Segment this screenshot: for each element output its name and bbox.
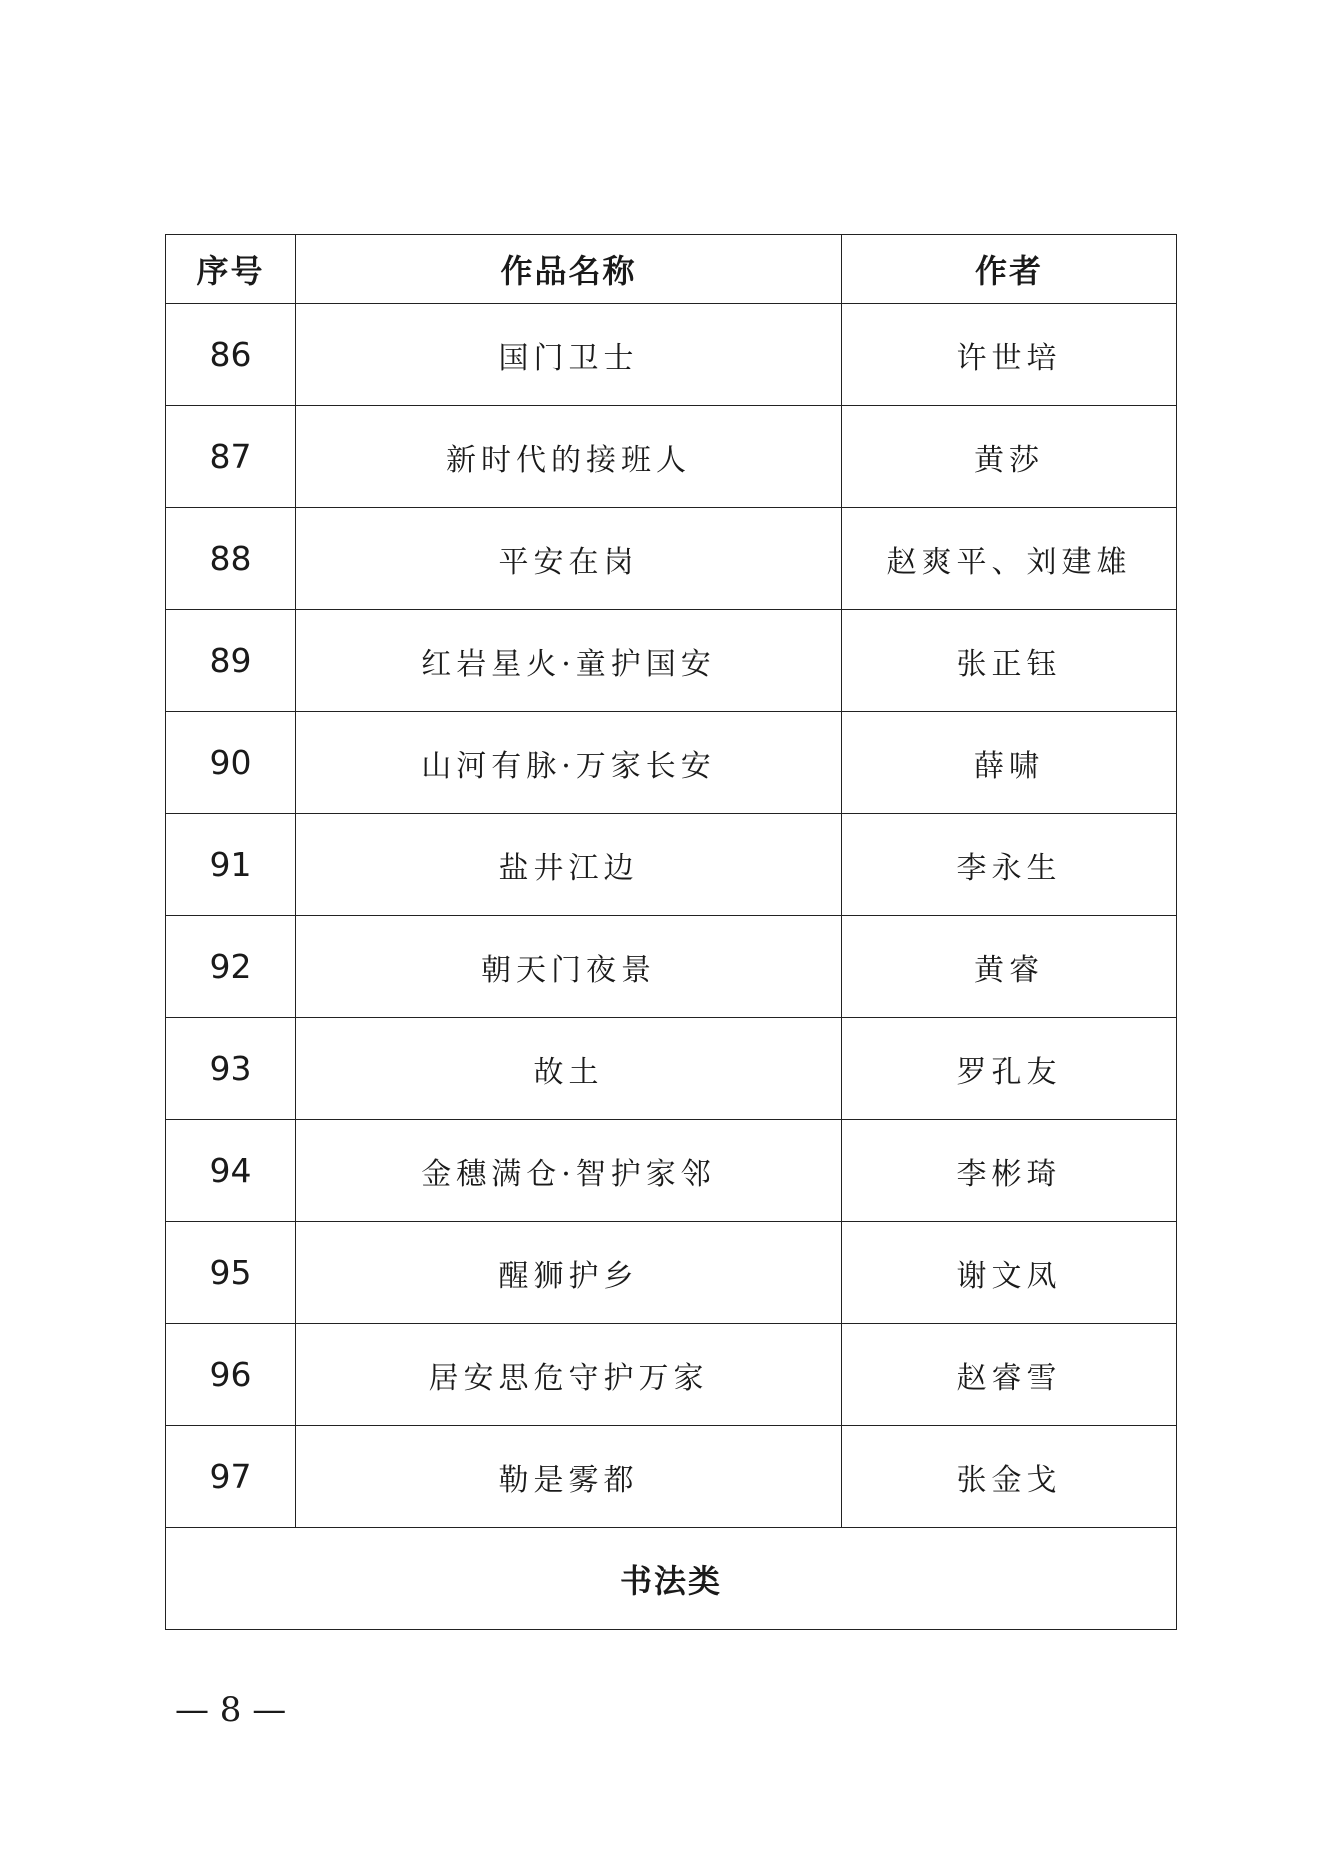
table-header-row (166, 235, 1177, 304)
row-seq: 97 (166, 1426, 296, 1528)
row-seq: 92 (166, 916, 296, 1018)
header-author: 作者 (842, 235, 1177, 304)
row-seq: 86 (166, 304, 296, 406)
row-author: 许世培 (842, 304, 1177, 406)
row-seq: 90 (166, 712, 296, 814)
row-title: 金穗满仓·智护家邻 (296, 1120, 842, 1222)
row-author: 赵爽平、刘建雄 (842, 508, 1177, 610)
row-seq: 88 (166, 508, 296, 610)
row-author: 张正钰 (842, 610, 1177, 712)
table-row (166, 916, 1177, 1018)
table-row (166, 406, 1177, 508)
row-title: 故土 (296, 1018, 842, 1120)
row-title: 新时代的接班人 (296, 406, 842, 508)
section-heading: 书法类 (166, 1528, 1177, 1630)
row-seq: 96 (166, 1324, 296, 1426)
section-heading-row (166, 1528, 1177, 1630)
row-title: 国门卫士 (296, 304, 842, 406)
row-title: 醒狮护乡 (296, 1222, 842, 1324)
row-seq: 95 (166, 1222, 296, 1324)
table-row (166, 814, 1177, 916)
row-author: 李彬琦 (842, 1120, 1177, 1222)
row-author: 李永生 (842, 814, 1177, 916)
row-author: 薛啸 (842, 712, 1177, 814)
row-title: 居安思危守护万家 (296, 1324, 842, 1426)
page-number: — 8 — (175, 1690, 287, 1730)
row-title: 红岩星火·童护国安 (296, 610, 842, 712)
header-seq: 序号 (166, 235, 296, 304)
row-title: 平安在岗 (296, 508, 842, 610)
table-row (166, 508, 1177, 610)
row-author: 罗孔友 (842, 1018, 1177, 1120)
row-seq: 89 (166, 610, 296, 712)
row-seq: 91 (166, 814, 296, 916)
row-title: 盐井江边 (296, 814, 842, 916)
table-row (166, 1018, 1177, 1120)
row-title: 勒是雾都 (296, 1426, 842, 1528)
row-author: 谢文凤 (842, 1222, 1177, 1324)
works-table (165, 234, 1177, 1630)
row-seq: 87 (166, 406, 296, 508)
table-row (166, 610, 1177, 712)
table-row (166, 1426, 1177, 1528)
row-author: 黄睿 (842, 916, 1177, 1018)
header-title: 作品名称 (296, 235, 842, 304)
row-author: 黄莎 (842, 406, 1177, 508)
row-author: 赵睿雪 (842, 1324, 1177, 1426)
table-row (166, 1222, 1177, 1324)
row-author: 张金戈 (842, 1426, 1177, 1528)
row-seq: 93 (166, 1018, 296, 1120)
table-row (166, 712, 1177, 814)
table-row (166, 304, 1177, 406)
row-seq: 94 (166, 1120, 296, 1222)
row-title: 朝天门夜景 (296, 916, 842, 1018)
row-title: 山河有脉·万家长安 (296, 712, 842, 814)
table-row (166, 1324, 1177, 1426)
table-row (166, 1120, 1177, 1222)
